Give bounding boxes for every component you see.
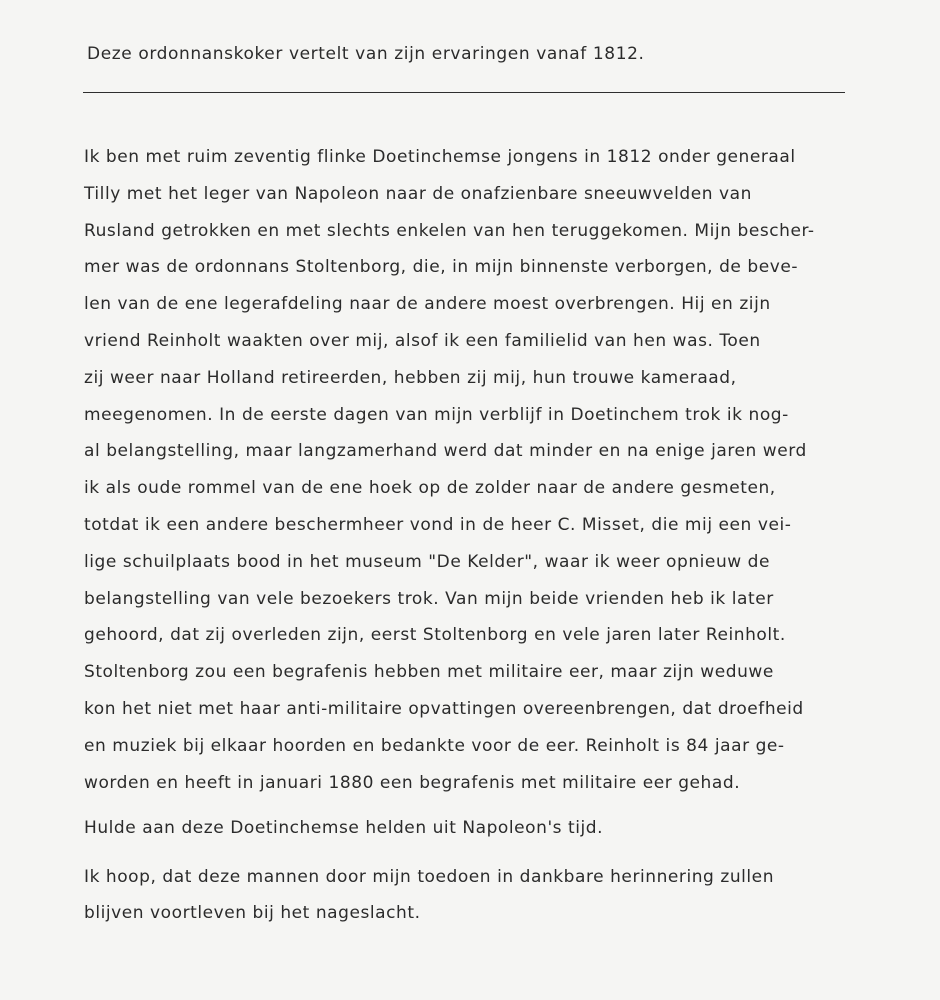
paragraph-2: Hulde aan deze Doetinchemse helden uit Napoleon's tijd. [84,818,604,838]
text-line: Stoltenborg zou een begrafenis hebben met militaire eer, maar zijn weduwe [84,662,774,683]
text-line: kon het niet met haar anti-militaire opvattingen overeenbrengen, dat droefheid [84,698,804,719]
paragraph-1 [84,144,874,806]
heading-rule [83,92,845,93]
text-line: lige schuilplaats bood in het museum "De Kelder", waar ik weer opnieuw de [84,551,771,572]
text-line: Ik ben met ruim zeventig flinke Doetinchemse jongens in 1812 onder generaal [84,147,796,167]
text-line: al belangstelling, maar langzamerhand werd dat minder en na enige jaren werd [84,441,807,462]
text-line: vriend Reinholt waakten over mij, alsof ik een familielid van hen was. Toen [84,330,761,351]
text-line: gehoord, dat zij overleden zijn, eerst Stoltenborg en vele jaren later Reinholt. [84,625,786,646]
paragraph-3-line: Ik hoop, dat deze mannen door mijn toedoen in dankbare herinnering zullen [84,867,775,887]
text-line: Rusland getrokken en met slechts enkelen van hen teruggekomen. Mijn bescher- [84,220,815,241]
text-line: worden en heeft in januari 1880 een begrafenis met militaire eer gehad. [84,772,741,793]
text-line: en muziek bij elkaar hoorden en bedankte voor de eer. Reinholt is 84 jaar ge- [84,735,785,756]
paragraph-3-line: blijven voortleven bij het nageslacht. [84,903,421,923]
text-line: Tilly met het leger van Napoleon naar de onafzienbare sneeuwvelden van [84,183,752,204]
text-line: meegenomen. In de eerste dagen van mijn verblijf in Doetinchem trok ik nog- [84,404,789,425]
text-line: zij weer naar Holland retireerden, hebben zij mij, hun trouwe kameraad, [84,367,737,388]
text-line: ik als oude rommel van de ene hoek op de zolder naar de andere gesmeten, [84,478,776,499]
document-heading: Deze ordonnanskoker vertelt van zijn ervaringen vanaf 1812. [87,44,645,64]
text-line: mer was de ordonnans Stoltenborg, die, in mijn binnenste verborgen, de beve- [84,257,799,278]
text-line: totdat ik een andere beschermheer vond in de heer C. Misset, die mij een vei- [84,514,792,535]
text-line: len van de ene legerafdeling naar de andere moest overbrengen. Hij en zijn [84,294,771,315]
text-line: belangstelling van vele bezoekers trok. Van mijn beide vrienden heb ik later [84,588,774,609]
